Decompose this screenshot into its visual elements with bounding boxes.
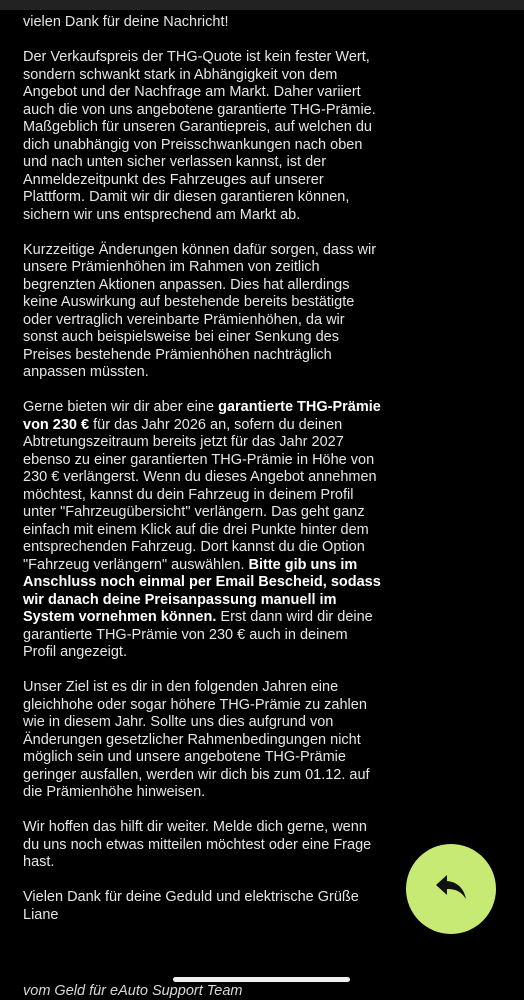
offer-highlight: garantierte THG-Prämie von 230 € — [23, 399, 381, 433]
closing: Vielen Dank für deine Geduld und elektrische Grüße — [23, 889, 359, 905]
signature: vom Geld für eAuto Support Team — [23, 983, 243, 999]
offer-text-2: für das Jahr 2026 an, sofern du deinen Abtretungszeitraum bereits jetzt für das Jahr 2027 ebenso zu einer garantierten THG-Prämie in Höhe von 230 € verlängerst. Wenn du dieses Angebot annehmen möchtest, kannst du dein Fahrzeug in deinem Profil unter "Fahrzeugübersicht" verlängern. Das geht ganz einfach mit einem Klick auf die drei Punkte hinter dem entsprechenden Fahrzeug. Dort kannst du die Option "Fahrzeug verlängern" auswählen. — [23, 416, 377, 573]
offer-instruction: Bitte gib uns im Anschluss noch einmal per Email Bescheid, sodass wir danach deine Preisanpassung manuell im System vornehmen können. — [23, 556, 381, 625]
paragraph-offer — [23, 399, 383, 662]
paragraph-changes: Kurzzeitige Änderungen können dafür sorgen, dass wir unsere Prämienhöhen im Rahmen von zeitlich begrenzten Aktionen anpassen. Dies hat allerdings keine Auswirkung auf bestehende bereits bestätigte oder vertraglich vereinbarte Prämienhöhen, da wir sonst auch beispielsweise bei einer Senkung des Preises bestehende Prämienhöhen nachträglich anpassen müssten. — [23, 241, 377, 380]
offer-text-1: Gerne bieten wir dir aber eine — [23, 399, 219, 415]
paragraph-goal: Unser Ziel ist es dir in den folgenden Jahren eine gleichhohe oder sogar höhere THG-Prämie zu zahlen wie in diesem Jahr. Sollte uns dies aufgrund von Änderungen gesetzlicher Rahmenbedingungen nicht möglich sein und unsere angebotene THG-Prämie geringer ausfallen, werden wir dich bis zum 01.12. auf die Prämienhöhe hinweisen. — [23, 679, 370, 800]
status-bar-strip — [0, 0, 524, 10]
closing-block — [23, 889, 383, 924]
home-indicator — [173, 977, 350, 982]
greeting: vielen Dank für deine Nachricht! — [23, 14, 229, 30]
offer-text-3: Erst dann wird dir deine garantierte THG-Prämie von 230 € auch in deinem Profil angezeigt. — [23, 609, 373, 660]
sender-name: Liane — [23, 906, 59, 923]
paragraph-help: Wir hoffen das hilft dir weiter. Melde dich gerne, wenn du uns noch etwas mitteilen möchtest oder eine Frage hast. — [23, 819, 372, 870]
message-body — [23, 14, 383, 924]
reply-icon — [434, 872, 468, 907]
reply-button[interactable] — [406, 844, 496, 934]
paragraph-price: Der Verkaufspreis der THG-Quote ist kein fester Wert, sondern schwankt stark in Abhängigkeit von dem Angebot und der Nachfrage am Markt. Daher variiert auch die von uns angebotene garantierte THG-Prämie. Maßgeblich für unseren Garantiepreis, auf welchen du dich unabhängig von Preisschwankungen nach oben und nach unten sicher verlassen kannst, ist der Anmeldezeitpunkt des Fahrzeuges auf unserer Plattform. Damit wir dir diesen garantieren können, sichern wir uns entsprechend am Markt ab. — [23, 49, 376, 223]
